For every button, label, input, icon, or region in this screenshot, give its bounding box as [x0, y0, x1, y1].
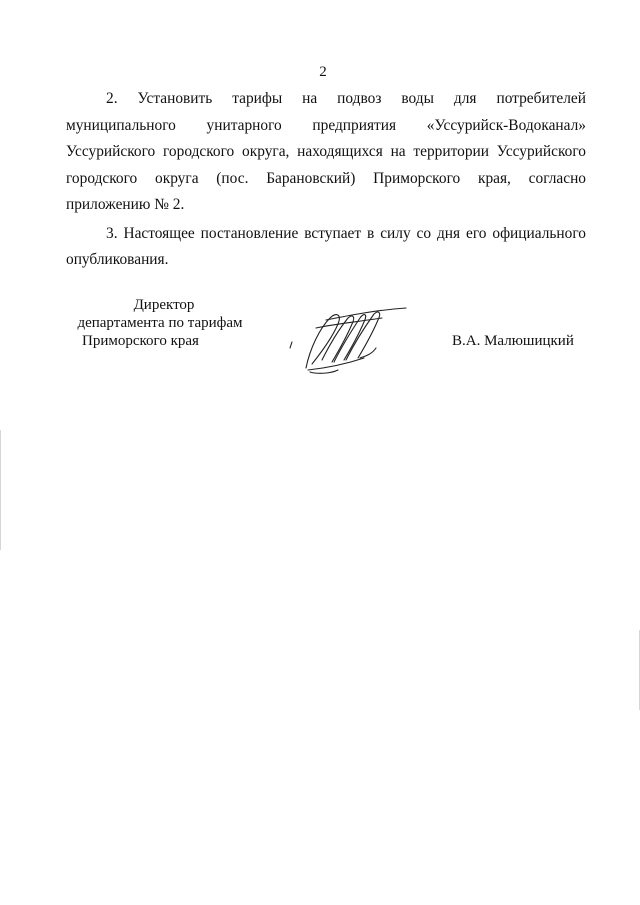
- page-number: 2: [319, 64, 327, 80]
- handwritten-signature: [286, 298, 416, 376]
- scan-edge-mark: [0, 430, 1, 550]
- signature-block: [60, 296, 590, 386]
- document-body: [66, 86, 586, 276]
- signatory-title: [60, 296, 260, 350]
- signatory-title-line-2: департамента по тарифам: [77, 315, 243, 331]
- signatory-name: В.А. Малюшицкий: [452, 333, 574, 349]
- signatory-title-line-1: Директор: [133, 297, 195, 313]
- signatory-title-line-3: Приморского края: [82, 333, 199, 349]
- paragraph-effective-date: 3. Настоящее постановление вступает в силу со дня его официального опубликования.: [66, 224, 586, 268]
- paragraph-tariffs: 2. Установить тарифы на подвоз воды для потребителей муниципального унитарного предприятия «Уссурийск-Водоканал» Уссурийского городского округа, находящихся на территории Уссурийского городского округа (пос. Барановский) Приморского края, согласно приложению № 2.: [66, 90, 586, 213]
